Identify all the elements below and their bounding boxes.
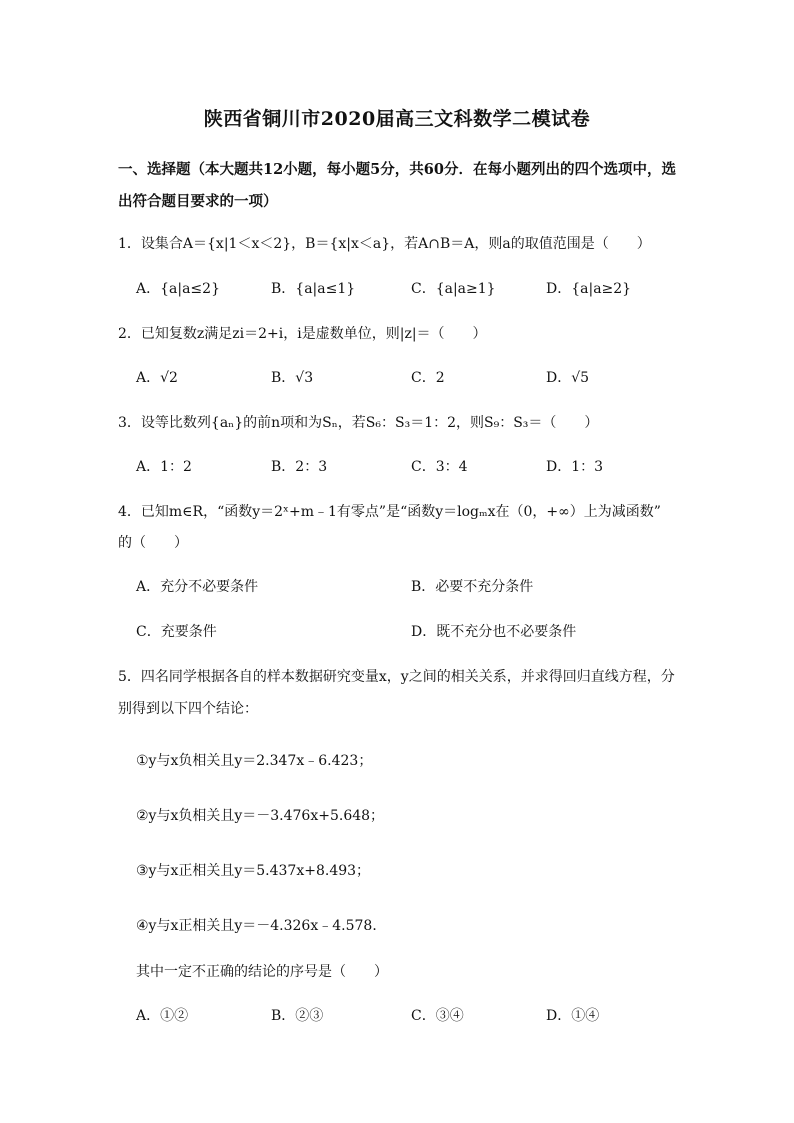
question-3-option-a: A．1：2 xyxy=(136,459,192,475)
section-heading-line1: 一、选择题（本大题共12小题，每小题5分，共60分．在每小题列出的四个选项中，选 xyxy=(118,161,676,178)
question-4-option-c: C．充要条件 xyxy=(136,624,217,640)
question-3-option-d: D．1：3 xyxy=(546,459,604,475)
question-5-stem-line1: 5．四名同学根据各自的样本数据研究变量x，y之间的相关关系，并求得回归直线方程，分 xyxy=(118,669,675,685)
question-2-option-c: C．2 xyxy=(411,370,445,386)
question-4-option-b: B．必要不充分条件 xyxy=(411,579,534,595)
question-1-option-c: C．{a|a≥1} xyxy=(411,281,496,297)
question-3-stem: 3．设等比数列{aₙ}的前n项和为Sₙ，若S₆：S₃＝1：2，则S₉：S₃＝（ ） xyxy=(118,415,599,431)
question-5-stem-line2: 别得到以下四个结论： xyxy=(118,701,258,717)
question-5-conclusion-3: ③y与x正相关且y＝5.437x+8.493； xyxy=(136,863,371,879)
question-2-option-a: A．√2 xyxy=(136,370,178,386)
question-1-option-a: A．{a|a≤2} xyxy=(136,281,220,297)
question-5-option-d: D．①④ xyxy=(546,1008,600,1024)
question-5-ask: 其中一定不正确的结论的序号是（ ） xyxy=(136,964,388,980)
question-1-option-d: D．{a|a≥2} xyxy=(546,281,632,297)
question-3-option-b: B．2：3 xyxy=(271,459,328,475)
section-heading-line2: 出符合题目要求的一项） xyxy=(118,193,278,210)
question-5-option-a: A．①② xyxy=(136,1008,189,1024)
question-5-option-b: B．②③ xyxy=(271,1008,324,1024)
question-3-option-c: C．3：4 xyxy=(411,459,468,475)
question-4-option-d: D．既不充分也不必要条件 xyxy=(411,624,577,640)
question-2-option-b: B．√3 xyxy=(271,370,314,386)
question-5-option-c: C．③④ xyxy=(411,1008,464,1024)
question-2-stem: 2．已知复数z满足zi＝2+i，i是虚数单位，则|z|＝（ ） xyxy=(118,326,487,342)
question-1-option-b: B．{a|a≤1} xyxy=(271,281,356,297)
question-4-stem-line2: 的（ ） xyxy=(118,535,188,551)
question-1-stem: 1．设集合A＝{x|1＜x＜2}，B＝{x|x＜a}，若A∩B＝A，则a的取值范围是（ ） xyxy=(118,236,651,252)
question-5-conclusion-2: ②y与x负相关且y＝－3.476x+5.648； xyxy=(136,808,385,824)
page-title: 陕西省铜川市2020届高三文科数学二模试卷 xyxy=(203,108,591,130)
question-5-conclusion-1: ①y与x负相关且y＝2.347x﹣6.423； xyxy=(136,753,373,769)
question-2-option-d: D．√5 xyxy=(546,370,590,386)
question-4-option-a: A．充分不必要条件 xyxy=(136,579,259,595)
question-4-stem-line1: 4．已知m∈R，“函数y＝2ˣ+m﹣1有零点”是“函数y＝logₘx在（0，+∞）上为减函数” xyxy=(118,504,661,520)
question-5-conclusion-4: ④y与x正相关且y＝－4.326x﹣4.578． xyxy=(136,918,387,934)
